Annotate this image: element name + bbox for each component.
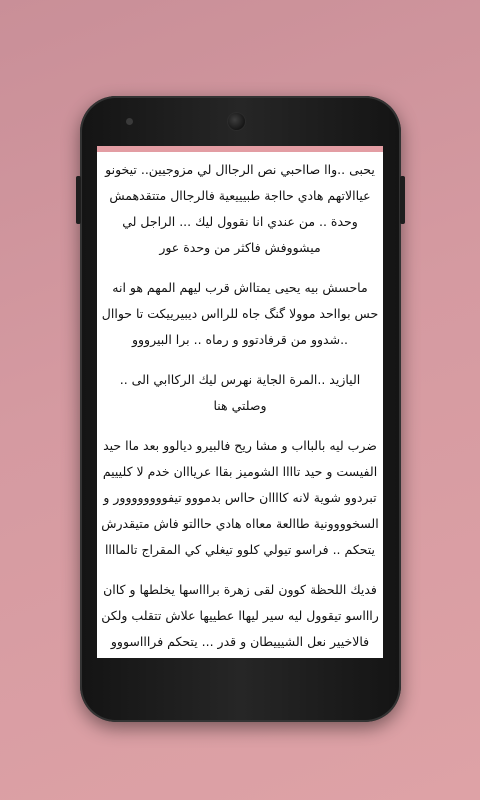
- story-paragraph: ضرب ليه بالبااب و مشا ريح فالبيرو ديالوو بعد ماا حيد الفيست و حيد تاااا الشوميز بقاا عريااان خدم لا كليييم تبردوو شوية لانه كاااان حااس بدمووو تيفوووووووور و السخوووونية طاالعة معااه هادي حاالتو فاش متيقدرش يتحكم .. فراسو تيولي كلوو تيغلي كي المقراج تالماااا: [101, 438, 379, 557]
- phone-screen[interactable]: [97, 146, 383, 658]
- story-text-view[interactable]: [97, 152, 383, 655]
- front-camera: [228, 113, 245, 130]
- story-paragraph: اليازيد ..المرة الجاية نهرس ليك الركاابي الى .. وصلتي هنا: [119, 372, 361, 413]
- power-button: [400, 176, 405, 224]
- proximity-sensor: [126, 118, 133, 125]
- volume-button: [76, 176, 81, 224]
- story-paragraph: ماحسش بيه يحيى يمتااش قرب ليهم المهم هو انه حس بوااحد موولا گنگ جاه للرااس ديبيرييكت تا حواال ..شدوو من قرفادتوو و رماه .. برا البيرووو: [101, 280, 379, 347]
- story-paragraph: يحبى ..واا صااحبي نص الرجاال لي مزوجيين.. تيخونو عياالاتهم هادي حااجة طبيييعية فالرجاال متتقدهمش وحدة .. من عندي انا نقوول ليك ... الراجل لي ميشووفش فاكثر من وحدة عور: [105, 162, 375, 255]
- phone-frame: [80, 96, 401, 722]
- story-paragraph: فديك اللحظة كوون لقى زهرة براااسها يخلطها و كاان راااسو تيقوول ليه سير ليهاا عطييها علاش تتقلب ولكن فالاخيير نعل الشيييطان و قدر ... يتحكم فراااسووو: [101, 582, 379, 649]
